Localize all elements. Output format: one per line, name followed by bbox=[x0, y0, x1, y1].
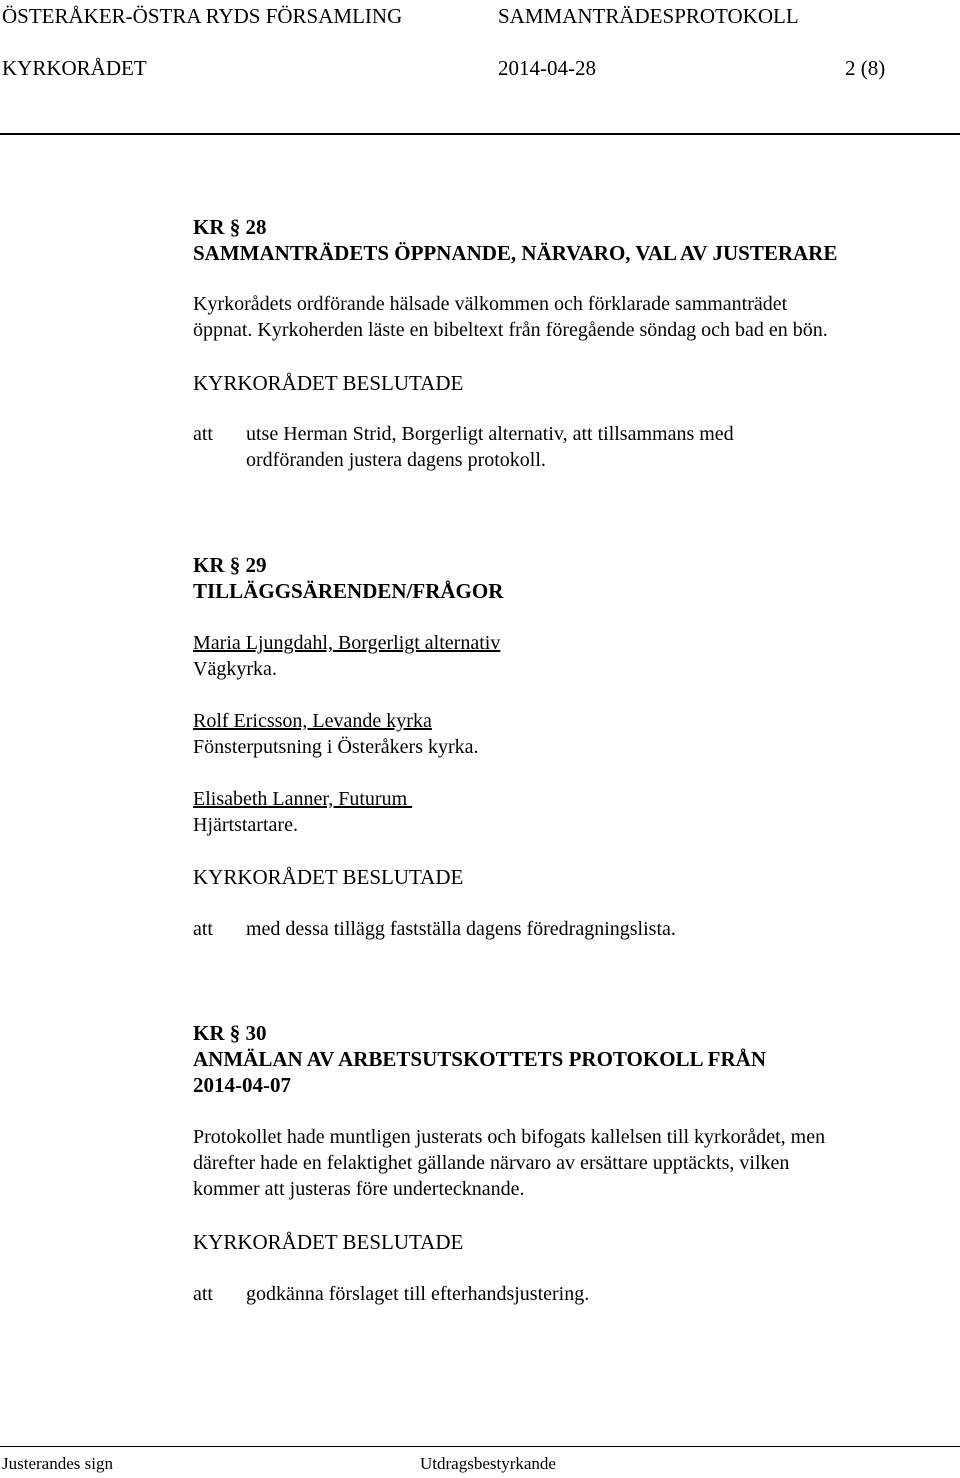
item-person: Elisabeth Lanner, Futurum bbox=[193, 788, 413, 810]
section-title-30: ANMÄLAN AV ARBETSUTSKOTTETS PROTOKOLL FRÅN bbox=[193, 1047, 766, 1071]
decision-line: med dessa tillägg fastställa dagens föredragningslista. bbox=[246, 918, 676, 940]
item-person: Maria Ljungdahl, Borgerligt alternativ bbox=[193, 632, 501, 654]
decision-line: ordföranden justera dagens protokoll. bbox=[246, 449, 546, 471]
decision-heading: KYRKORÅDET BESLUTADE bbox=[193, 865, 464, 889]
decision-line: godkänna förslaget till efterhandsjustering. bbox=[246, 1283, 590, 1305]
att-label: att bbox=[193, 1283, 213, 1305]
header-divider bbox=[0, 133, 960, 135]
section-30-paragraph-line: därefter hade en felaktighet gällande närvaro av ersättare upptäckts, vilken bbox=[193, 1152, 790, 1174]
footer-divider bbox=[0, 1446, 960, 1447]
footer-certification-label: Utdragsbestyrkande bbox=[420, 1454, 556, 1473]
att-label: att bbox=[193, 918, 213, 940]
section-30-paragraph-line: kommer att justeras före undertecknande. bbox=[193, 1178, 525, 1200]
decision-heading: KYRKORÅDET BESLUTADE bbox=[193, 371, 464, 395]
decision-line: utse Herman Strid, Borgerligt alternativ, att tillsammans med bbox=[246, 423, 734, 445]
item-topic: Fönsterputsning i Österåkers kyrka. bbox=[193, 736, 479, 758]
item-topic: Vägkyrka. bbox=[193, 658, 277, 680]
body-name: KYRKORÅDET bbox=[2, 56, 147, 80]
parish-name: ÖSTERÅKER-ÖSTRA RYDS FÖRSAMLING bbox=[2, 4, 403, 28]
section-number-29: KR § 29 bbox=[193, 553, 267, 577]
section-number-30: KR § 30 bbox=[193, 1021, 267, 1045]
meeting-date: 2014-04-28 bbox=[498, 56, 596, 80]
section-30-paragraph-line: Protokollet hade muntligen justerats och bifogats kallelsen till kyrkorådet, men bbox=[193, 1126, 826, 1148]
section-title-29: TILLÄGGSÄRENDEN/FRÅGOR bbox=[193, 579, 504, 603]
section-28-paragraph-line: Kyrkorådets ordförande hälsade välkommen och förklarade sammanträdet bbox=[193, 293, 788, 315]
section-title-28: SAMMANTRÄDETS ÖPPNANDE, NÄRVARO, VAL AV JUSTERARE bbox=[193, 241, 838, 265]
decision-heading: KYRKORÅDET BESLUTADE bbox=[193, 1230, 464, 1254]
item-person: Rolf Ericsson, Levande kyrka bbox=[193, 710, 432, 732]
section-28-paragraph-line: öppnat. Kyrkoherden läste en bibeltext från föregående söndag och bad en bön. bbox=[193, 319, 828, 341]
page-number: 2 (8) bbox=[845, 56, 886, 80]
section-title-30-date: 2014-04-07 bbox=[193, 1073, 291, 1097]
item-topic: Hjärtstartare. bbox=[193, 814, 298, 836]
section-number-28: KR § 28 bbox=[193, 215, 267, 239]
footer-signature-label: Justerandes sign bbox=[2, 1454, 113, 1473]
document-type: SAMMANTRÄDESPROTOKOLL bbox=[498, 4, 799, 28]
att-label: att bbox=[193, 423, 213, 445]
